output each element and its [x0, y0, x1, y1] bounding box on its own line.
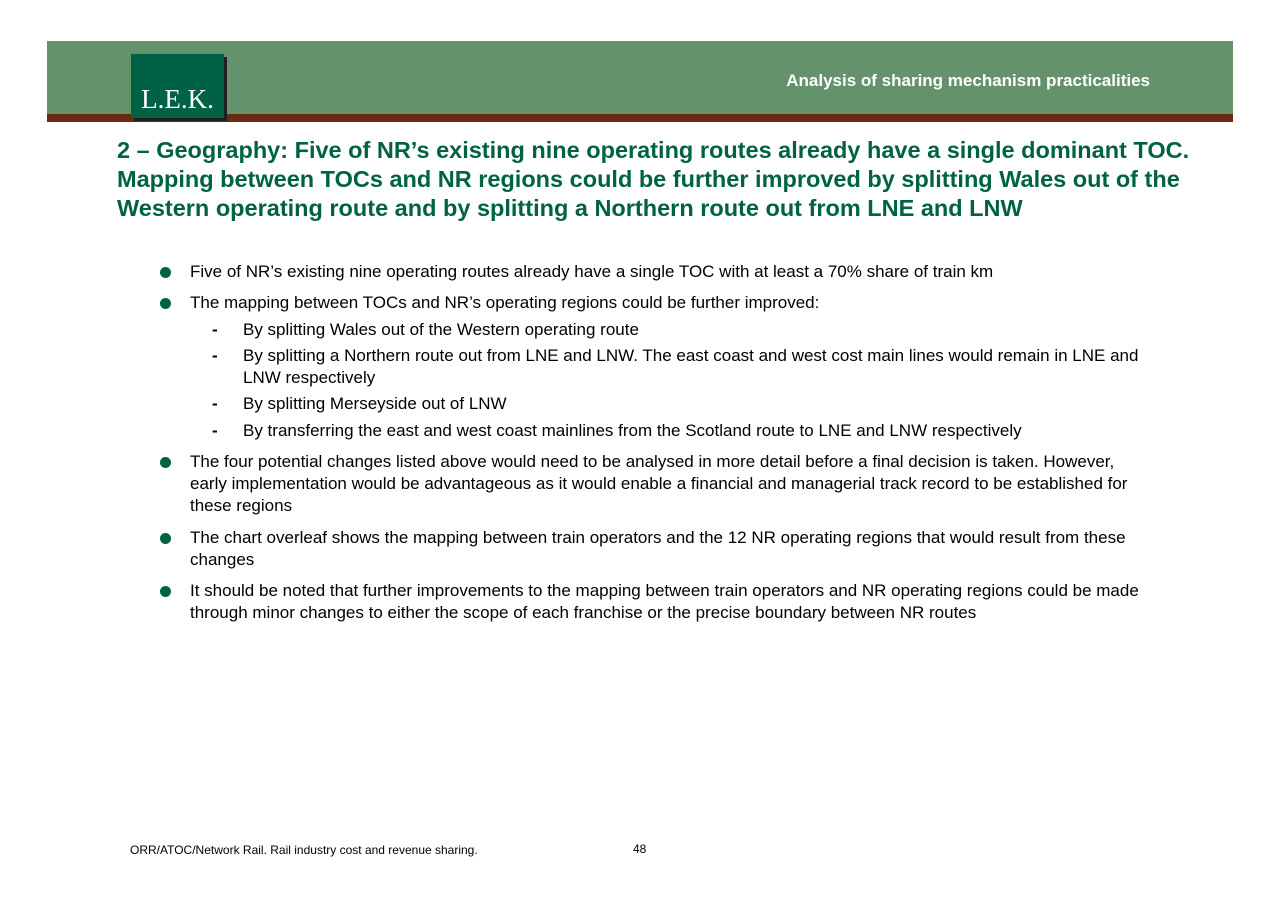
bullet-text: The mapping between TOCs and NR’s operating regions could be further improved:	[190, 293, 820, 312]
dash-icon: -	[212, 394, 218, 413]
page-number: 48	[633, 842, 647, 856]
logo-text: L.E.K.	[141, 84, 214, 114]
bullet-dot-icon	[160, 457, 171, 468]
dash-icon: -	[212, 320, 218, 339]
bullet-text: The four potential changes listed above would need to be analysed in more detail before a final decision is taken. However, early implementation would be advantageous as it would enable a financial and managerial track record to be established for these regions	[190, 452, 1128, 515]
bullet-dot-icon	[160, 533, 171, 544]
dash-icon: -	[212, 346, 218, 365]
bullet-dot-icon	[160, 298, 171, 309]
bullet-text: It should be noted that further improvements to the mapping between train operators and NR operating regions could be made through minor changes to either the scope of each franchise or the precise boundary between NR routes	[190, 581, 1139, 622]
slide-title: 2 – Geography: Five of NR’s existing nine operating routes already have a single dominant TOC. Mapping between TOCs and NR regions could be further improved by splitting Wales out of the Western operating route and by splitting a Northern route out from LNE and LNW	[117, 137, 1190, 221]
lek-logo	[131, 54, 224, 118]
sub-bullet-text: By splitting a Northern route out from LNE and LNW. The east coast and west cost main lines would remain in LNE and LNW respectively	[243, 346, 1139, 387]
header-title: Analysis of sharing mechanism practicalities	[786, 71, 1150, 90]
sub-bullet-text: By splitting Wales out of the Western operating route	[243, 320, 639, 339]
bullet-text: Five of NR’s existing nine operating routes already have a single TOC with at least a 70% share of train km	[190, 262, 994, 281]
bullet-dot-icon	[160, 586, 171, 597]
bullet-text: The chart overleaf shows the mapping between train operators and the 12 NR operating regions that would result from these changes	[190, 528, 1126, 569]
footer-source: ORR/ATOC/Network Rail. Rail industry cost and revenue sharing.	[130, 843, 478, 857]
sub-bullet-text: By splitting Merseyside out of LNW	[243, 394, 507, 413]
dash-icon: -	[212, 421, 218, 440]
bullet-dot-icon	[160, 267, 171, 278]
sub-bullet-text: By transferring the east and west coast mainlines from the Scotland route to LNE and LNW respectively	[243, 421, 1022, 440]
